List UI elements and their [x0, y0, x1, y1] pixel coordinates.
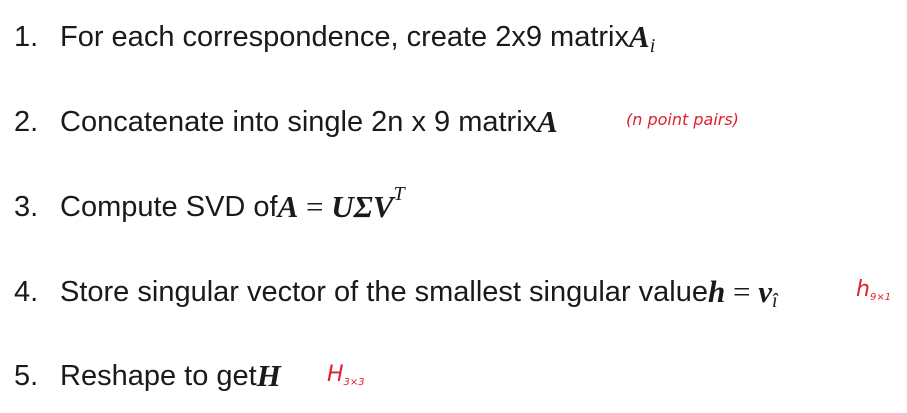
math-matrix-a: A: [537, 104, 558, 139]
step-2: [14, 100, 558, 144]
annotation-subscript: 3×3: [343, 377, 365, 388]
math-matrix-a: A: [629, 19, 650, 54]
math-vector-v: v: [758, 274, 772, 309]
step-5: [14, 354, 281, 398]
step-text: Store singular vector of the smallest singular value: [60, 275, 708, 308]
math-equals: =: [298, 189, 332, 224]
step-text: Reshape to get: [60, 359, 257, 392]
step-number: 1.: [14, 20, 39, 53]
step-number: 3.: [14, 190, 39, 223]
math-matrix-a: A: [277, 189, 299, 224]
math-subscript-i-hat: î: [771, 289, 778, 312]
annotation-main: H: [327, 362, 344, 387]
handwritten-annotation-h-dimension: [327, 362, 365, 387]
math-matrix-h: H: [256, 358, 281, 393]
math-equals: =: [725, 274, 759, 309]
step-1: [14, 15, 655, 59]
handwritten-annotation-h-dimension: [856, 277, 891, 302]
step-text: Compute SVD of: [60, 190, 278, 223]
step-text: For each correspondence, create 2x9 matrix: [60, 20, 629, 53]
step-4: [14, 270, 778, 314]
step-number: 2.: [14, 105, 39, 138]
step-number: 5.: [14, 359, 39, 392]
math-subscript-i: i: [649, 34, 656, 57]
annotation-main: h: [856, 277, 870, 302]
annotation-subscript: 9×1: [869, 292, 892, 303]
math-vector-h: h: [707, 274, 726, 309]
step-number: 4.: [14, 275, 39, 308]
handwritten-annotation-n-point-pairs: (n point pairs): [626, 110, 739, 129]
step-text: Concatenate into single 2n x 9 matrix: [60, 105, 538, 138]
step-3: [14, 182, 405, 229]
math-superscript-t: T: [393, 182, 405, 205]
math-svd-factors: UΣV: [331, 189, 394, 224]
